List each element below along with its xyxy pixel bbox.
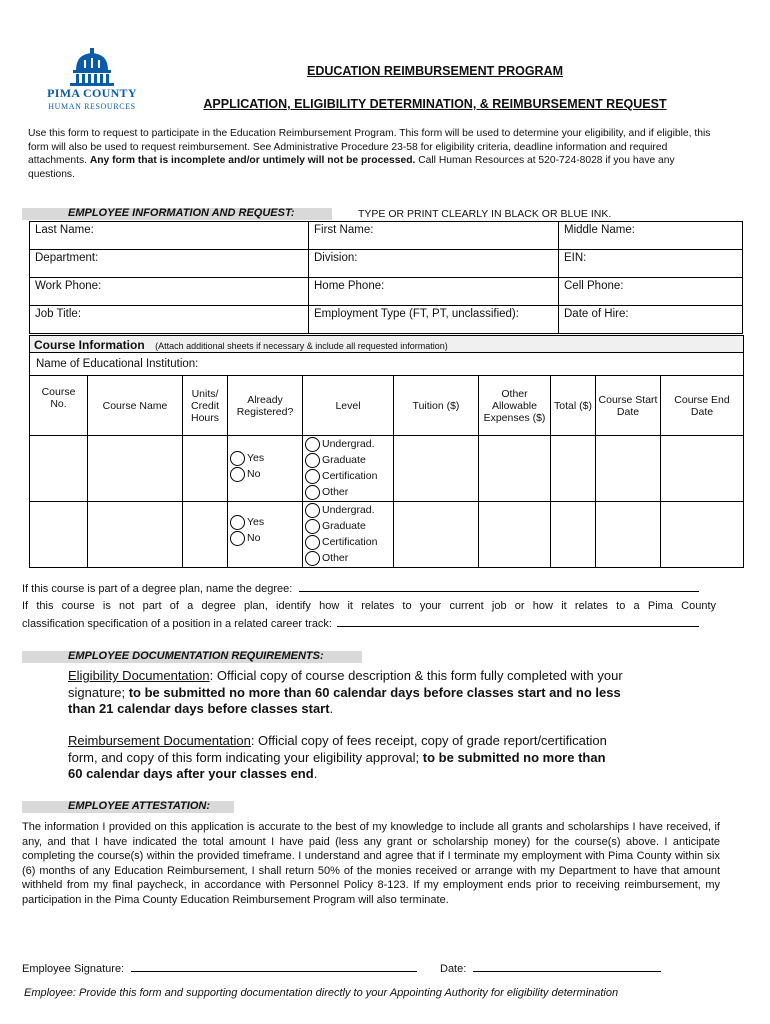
attestation-heading: EMPLOYEE ATTESTATION: <box>68 800 210 812</box>
start-date-cell[interactable] <box>596 436 661 502</box>
career-track-line <box>22 616 742 630</box>
institution-label: Name of Educational Institution: <box>36 358 199 370</box>
info-row <box>30 222 743 250</box>
degree-name-field[interactable] <box>299 581 699 592</box>
radio-icon[interactable] <box>305 453 320 468</box>
course-info-bar <box>29 335 744 353</box>
last-name-field[interactable]: Last Name: <box>30 222 309 250</box>
intro-contact: Call Human Resources at 520-724-8028 if you have any questions. <box>28 155 675 180</box>
signature-line <box>22 961 417 975</box>
footer-instruction: Employee: Provide this form and supporting documentation directly to your Appointing Authority for eligibility determination <box>24 987 619 999</box>
units-cell[interactable] <box>183 502 228 568</box>
documentation-heading: EMPLOYEE DOCUMENTATION REQUIREMENTS: <box>68 650 324 662</box>
ein-field[interactable]: EIN: <box>559 250 743 278</box>
level-cell <box>303 436 394 502</box>
signature-label: Employee Signature: <box>22 963 125 975</box>
date-line <box>440 961 661 975</box>
intro-paragraph <box>28 127 718 181</box>
institution-field[interactable] <box>29 352 744 375</box>
division-field[interactable]: Division: <box>309 250 559 278</box>
radio-icon[interactable] <box>230 531 245 546</box>
registered-no-option[interactable]: No <box>230 530 300 546</box>
intro-warning: Any form that is incomplete and/or untimely will not be processed. <box>89 155 416 166</box>
employee-info-heading: EMPLOYEE INFORMATION AND REQUEST: <box>68 207 295 219</box>
logo-name: PIMA COUNTY <box>47 86 137 100</box>
ink-instruction: TYPE OR PRINT CLEARLY IN BLACK OR BLUE INK. <box>358 208 612 220</box>
form-title: EDUCATION REIMBURSEMENT PROGRAM <box>306 64 564 78</box>
level-cell <box>303 502 394 568</box>
date-field[interactable] <box>473 961 661 972</box>
col-level: Level <box>303 376 394 436</box>
col-course-no: Course No. <box>30 376 88 436</box>
course-row <box>30 436 744 502</box>
career-track-label-2: classification specification of a position in a related career track: <box>22 618 332 630</box>
department-field[interactable]: Department: <box>30 250 309 278</box>
career-track-field[interactable] <box>337 616 699 627</box>
radio-icon[interactable] <box>230 451 245 466</box>
middle-name-field[interactable]: Middle Name: <box>559 222 743 250</box>
end-date-cell[interactable] <box>661 502 744 568</box>
registered-yes-option[interactable]: Yes <box>230 514 300 530</box>
tuition-cell[interactable] <box>394 436 479 502</box>
tuition-cell[interactable] <box>394 502 479 568</box>
registered-cell <box>228 436 303 502</box>
form-subtitle: APPLICATION, ELIGIBILITY DETERMINATION, & REIMBURSEMENT REQUEST <box>203 97 667 111</box>
work-phone-field[interactable]: Work Phone: <box>30 278 309 306</box>
radio-icon[interactable] <box>305 551 320 566</box>
other-expenses-cell[interactable] <box>479 436 551 502</box>
total-cell[interactable] <box>551 502 596 568</box>
eligibility-documentation: Eligibility Documentation: Official copy of course description & this form fully completed with your signature; to be submitted no more than 60 calendar days before classes start and no less than 21 calendar days before classes start. <box>68 668 623 716</box>
employee-info-table <box>29 221 743 334</box>
col-total: Total ($) <box>551 376 596 436</box>
logo-dept: HUMAN RESOURCES <box>48 102 136 111</box>
end-date-cell[interactable] <box>661 436 744 502</box>
signature-field[interactable] <box>131 961 417 972</box>
level-certification-option[interactable]: Certification <box>305 534 391 550</box>
level-graduate-option[interactable]: Graduate <box>305 518 391 534</box>
col-registered: Already Registered? <box>228 376 303 436</box>
career-track-label-1: If this course is not part of a degree plan, identify how it relates to your current job or how it relates to a Pima County <box>22 600 716 612</box>
course-table <box>29 375 744 568</box>
info-row <box>30 250 743 278</box>
job-title-field[interactable]: Job Title: <box>30 306 309 334</box>
other-expenses-cell[interactable] <box>479 502 551 568</box>
level-other-option[interactable]: Other <box>305 550 391 566</box>
home-phone-field[interactable]: Home Phone: <box>309 278 559 306</box>
course-no-cell[interactable] <box>30 502 88 568</box>
date-of-hire-field[interactable]: Date of Hire: <box>559 306 743 334</box>
radio-icon[interactable] <box>305 519 320 534</box>
course-info-heading: Course Information <box>34 338 145 352</box>
radio-icon[interactable] <box>305 437 320 452</box>
level-undergrad-option[interactable]: Undergrad. <box>305 502 391 518</box>
total-cell[interactable] <box>551 436 596 502</box>
course-name-cell[interactable] <box>88 502 183 568</box>
degree-name-label: If this course is part of a degree plan, name the degree: <box>22 583 293 595</box>
course-info-note: (Attach additional sheets if necessary & include all requested information) <box>155 341 448 351</box>
col-other-expenses: Other Allowable Expenses ($) <box>479 376 551 436</box>
cell-phone-field[interactable]: Cell Phone: <box>559 278 743 306</box>
col-units: Units/ Credit Hours <box>183 376 228 436</box>
col-tuition: Tuition ($) <box>394 376 479 436</box>
start-date-cell[interactable] <box>596 502 661 568</box>
pima-county-logo <box>40 48 144 118</box>
registered-cell <box>228 502 303 568</box>
units-cell[interactable] <box>183 436 228 502</box>
first-name-field[interactable]: First Name: <box>309 222 559 250</box>
course-row <box>30 502 744 568</box>
reimbursement-documentation: Reimbursement Documentation: Official copy of fees receipt, copy of grade report/certification form, and copy of this form indicating your eligibility approval; to be submitted no more than 60 calendar days after your classes end. <box>68 733 607 781</box>
radio-icon[interactable] <box>230 467 245 482</box>
date-label: Date: <box>440 963 467 975</box>
radio-icon[interactable] <box>305 469 320 484</box>
capitol-dome-icon <box>40 48 144 86</box>
course-name-cell[interactable] <box>88 436 183 502</box>
radio-icon[interactable] <box>305 535 320 550</box>
level-graduate-option[interactable]: Graduate <box>305 452 391 468</box>
col-course-name: Course Name <box>88 376 183 436</box>
col-end-date: Course End Date <box>661 376 744 436</box>
employment-type-field[interactable]: Employment Type (FT, PT, unclassified): <box>309 306 559 334</box>
attestation-text: The information I provided on this application is accurate to the best of my knowledge to include all grants and scholarships I have received, if any, and that I have indicated the total amount I have paid (less any grant or scholarship money) for the course(s) above. I anticipate completing the course(s) within the provided timeframe. I understand and agree that if I terminate my employment with Pima County within six (6) months of any Education Reimbursement, I shall return 50% of the monies received or arrange with my Department to have that amount withheld from my final paycheck, in accordance with Personnel Policy 8-123. If my employment ends prior to receiving reimbursement, my participation in the Pima County Education Reimbursement Program will also terminate. <box>22 821 720 906</box>
course-no-cell[interactable] <box>30 436 88 502</box>
registered-yes-option[interactable]: Yes <box>230 450 300 466</box>
radio-icon[interactable] <box>305 503 320 518</box>
intro-text: Use this form to request to participate in the Education Reimbursement Program. This form will be used to determine your eligibility, and if eligible, this form will also be used to request reimbursement. See Administrative Procedure 23-58 for eligibility criteria, deadline information and required attachments. <box>28 128 711 166</box>
info-row <box>30 306 743 334</box>
info-row <box>30 278 743 306</box>
level-other-option[interactable]: Other <box>305 484 391 500</box>
level-undergrad-option[interactable]: Undergrad. <box>305 436 391 452</box>
course-header-row <box>30 376 744 436</box>
col-start-date: Course Start Date <box>596 376 661 436</box>
level-certification-option[interactable]: Certification <box>305 468 391 484</box>
radio-icon[interactable] <box>230 515 245 530</box>
radio-icon[interactable] <box>305 485 320 500</box>
degree-name-line <box>22 581 742 595</box>
registered-no-option[interactable]: No <box>230 466 300 482</box>
